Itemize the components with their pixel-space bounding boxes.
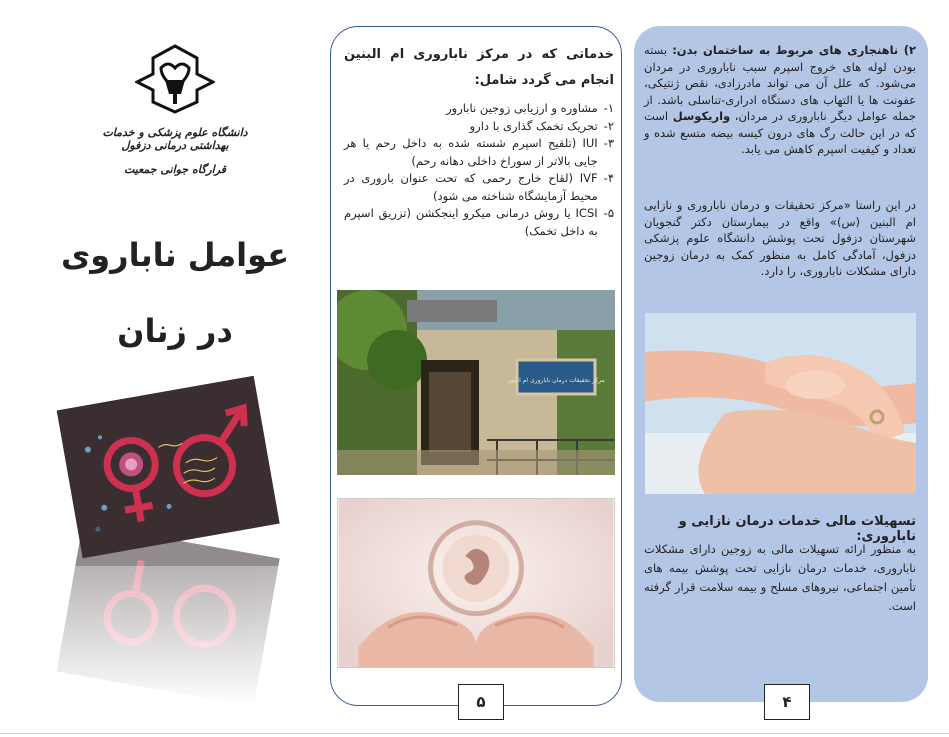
item2-label: ۲) ناهنجاری های مربوط به ساختمان بدن: [672, 43, 916, 57]
list-item-number: ۳- [603, 136, 614, 150]
building-sign-text: مرکز تحقیقات درمان ناباروری ام البنین [507, 377, 605, 384]
list-item [344, 135, 614, 170]
list-item-number: ۵- [603, 206, 614, 220]
page-number-5: ۵ [458, 684, 504, 720]
list-item-text: IUI (تلقیح اسپرم شسته شده به داخل رحم یا هر جایی بالاتر از سوراخ داخلی دهانه رحم) [344, 136, 598, 168]
university-name: دانشگاه علوم پزشکی و خدمات بهداشتی درمانی دزفول [102, 126, 248, 152]
list-item-text: مشاوره و ارزیابی زوجین نابارور [446, 101, 598, 115]
cover-title-line2: در زنان [117, 312, 233, 350]
varicocele-term: واریکوسل [672, 109, 731, 123]
list-item-number: ۱- [603, 101, 614, 115]
structural-abnormalities-paragraph [644, 42, 916, 158]
cover-title-line1: عوامل ناباروی [60, 236, 290, 274]
list-item [344, 170, 614, 205]
university-logo-icon [135, 44, 215, 114]
financial-facilities-body: به منظور ارائه تسهیلات مالی به زوجین دارای مشکلات ناباروری، خدمات درمان نازایی تحت پوشش بیمه های تأمین اجتماعی، نیروهای مسلح و بیمه سلامت قرار گرفته است. [644, 542, 916, 613]
list-item [344, 118, 614, 136]
page-number-4: ۴ [764, 684, 810, 720]
page-bottom-rule [0, 733, 949, 734]
financial-facilities-title: تسهیلات مالی خدمات درمان نازایی و ناباروری: [678, 514, 916, 544]
list-item [344, 100, 614, 118]
list-item [344, 205, 614, 240]
services-list [344, 100, 614, 240]
list-item-number: ۴- [603, 171, 614, 185]
unit-name: قرارگاه جوانی جمعیت [123, 163, 227, 176]
fertility-symbols-image [52, 376, 284, 706]
embryo-in-hands-photo [337, 498, 615, 668]
services-title: خدماتی که در مرکز ناباروری ام البنین انجام می گردد شامل: [344, 47, 614, 88]
center-paragraph: در این راستا «مرکز تحقیقات و درمان ناباروری و نازایی ام البنین (س)» واقع در بیمارستان دکتر گنجویان شهرستان دزفول تحت پوشش دانشگاه علوم پزشکی دزفول، آمادگی کامل به منظور کمک به درمان زوجین دارای مشکلات ناباروری، را دارد. [644, 198, 916, 278]
list-item-text: تحریک تخمک گذاری با دارو [469, 118, 598, 133]
list-item-number: ۲- [603, 118, 614, 133]
clinic-building-photo [337, 290, 615, 475]
list-item-text: IVF (لقاح خارج رحمی که تحت عنوان باروری در محیط آزمایشگاه شناخته می شود) [344, 171, 598, 203]
item2-body-a: بسته بودن لوله های خروج اسپرم سبب ناباروری در مردان می‌شود. که علل آن می تواند مادرزادی، نقص ژنتیکی، عفونت ها یا التهاب های دستگاه ادراری-تناسلی باشد. از جمله عوامل دیگر ناباروری در مردان، [644, 43, 916, 123]
list-item-text: ICSI یا روش درمانی میکرو اینجکشن (تزریق اسپرم به داخل تخمک) [344, 206, 598, 238]
item2-body-b: است که در این حالت رگ های درون کیسه بیضه متسع شده و تعداد و کیفیت اسپرم کاهش می یابد. [644, 109, 916, 156]
baby-hand-photo [645, 313, 916, 494]
